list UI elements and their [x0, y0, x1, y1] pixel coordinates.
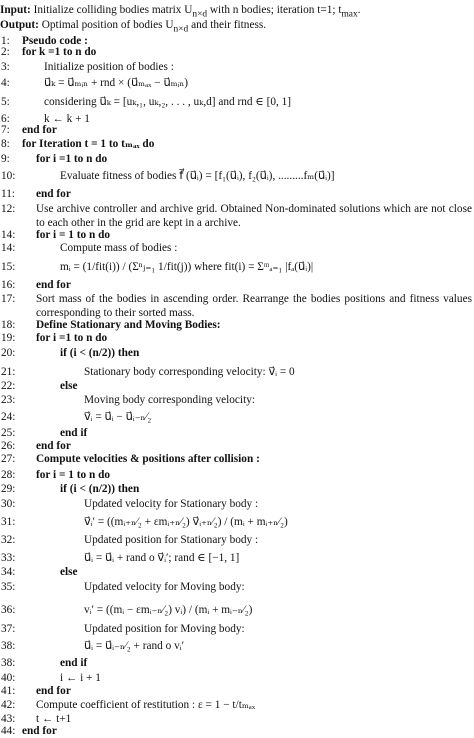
line-number: 26: — [1, 440, 16, 452]
line-number: 25: — [1, 427, 16, 439]
line-text: u⃗ₖ = u⃗ₘᵢₙ + rnd × (u⃗ₘₐₓ − u⃗ₘᵢₙ) — [44, 77, 189, 89]
input-tmax-sub: max — [341, 9, 358, 20]
line-text: Pseudo code : — [22, 35, 88, 47]
line-text: k ← k + 1 — [44, 113, 90, 125]
line-number: 23: — [1, 394, 16, 406]
line-number: 1: — [1, 35, 10, 47]
line-number: 4: — [1, 77, 10, 89]
line-text: Moving body corresponding velocity: — [84, 394, 255, 406]
line-text: end for — [22, 124, 57, 136]
line-number: 18: — [1, 319, 16, 331]
input-end: . — [357, 4, 361, 16]
line-number: 11: — [1, 188, 16, 200]
line-text: Use archive controller and archive grid. Obtained Non-dominated solutions which are not close to each other in the grid are kept in a archive. — [36, 203, 472, 229]
line-number: 44: — [1, 725, 16, 737]
line-number: 14: — [1, 229, 16, 241]
line-number: 27: — [1, 453, 16, 465]
line-number: 24: — [1, 411, 16, 423]
line-number: 15: — [1, 261, 16, 273]
input-label: Input: — [0, 4, 31, 16]
line-number: 40: — [1, 672, 16, 684]
output-label: Output: — [0, 19, 39, 31]
line-number: 38: — [1, 657, 16, 669]
line-text: for i = 1 to n do — [36, 469, 111, 481]
line-text: Compute mass of bodies : — [60, 242, 178, 254]
line-number: 35: — [1, 581, 16, 593]
line-number: 5: — [1, 96, 10, 108]
line-number: 34: — [1, 566, 16, 578]
line-text: v⃗ᵢ′ = ((mᵢ₊ₙ⁄₂ + εmᵢ₊ₙ⁄₂) v⃗ᵢ₊ₙ⁄₂) / (mᵢ + mᵢ₊ₙ⁄₂) — [84, 516, 288, 528]
line-text: end for — [36, 685, 71, 697]
line-number: 43: — [1, 713, 16, 725]
line-text: Stationary body corresponding velocity: v⃗ᵢ = 0 — [84, 366, 295, 378]
line-text: mᵢ = (1/fit(i)) / (Σⁿⱼ₌₁ 1/fit(j)) where fit(i) = Σᵐₐ₌₁ |fₐ(u⃗ᵢ)| — [60, 261, 314, 273]
line-text: Evaluate fitness of bodies f⃗ (u⃗ᵢ) = [f₁(u⃗ᵢ), f₂(u⃗ᵢ), .........fₘ(u⃗ᵢ)] — [60, 170, 335, 182]
line-text: i ← i + 1 — [60, 672, 101, 684]
line-text: else — [60, 566, 78, 578]
line-text: considering u⃗ₖ = [uₖ,₁, uₖ,₂, . . . , uₖ,d] and rnd ∈ [0, 1] — [44, 96, 292, 108]
line-text: Updated velocity for Moving body: — [84, 581, 245, 593]
line-text: end if — [60, 427, 88, 439]
line-text: end for — [36, 188, 71, 200]
line-text: for Iteration t = 1 to tₘₐₓ do — [22, 138, 155, 150]
output-text: Optimal position of bodies U — [41, 19, 174, 31]
line-text: if (i < (n/2)) then — [60, 347, 140, 359]
line-text: end for — [36, 279, 71, 291]
line-number: 22: — [1, 380, 16, 392]
line-text: t ← t+1 — [36, 713, 72, 725]
line-text: for i =1 to n do — [36, 153, 108, 165]
line-number: 38: — [1, 640, 16, 652]
line-number: 20: — [1, 347, 16, 359]
line-text: Compute velocities & positions after collision : — [36, 453, 260, 465]
line-number: 2: — [1, 46, 10, 58]
line-text: Compute coefficient of restitution : ε = 1 − t/tₘₐₓ — [36, 699, 256, 711]
line-text: v⃗ᵢ = u⃗ᵢ − u⃗ᵢ₋ₙ⁄₂ — [84, 411, 152, 423]
line-number: 6: — [1, 113, 10, 125]
line-number: 41: — [1, 685, 16, 697]
line-text: Updated position for Moving body: — [84, 623, 245, 635]
line-number: 42: — [1, 699, 16, 711]
line-text: u⃗ᵢ = u⃗ᵢ + rand o v⃗ᵢ′; rand ∈ [−1, 1] — [84, 552, 240, 564]
line-number: 14: — [1, 242, 16, 254]
line-text: Updated position for Stationary body : — [84, 534, 259, 546]
line-number: 36: — [1, 604, 16, 616]
line-number: 21: — [1, 366, 16, 378]
line-text: Initialize position of bodies : — [44, 61, 174, 73]
line-text: if (i < (n/2)) then — [60, 483, 140, 495]
line-number: 16: — [1, 279, 16, 291]
line-number: 10: — [1, 170, 16, 182]
line-text: Define Stationary and Moving Bodies: — [36, 319, 221, 331]
line-number: 33: — [1, 552, 16, 564]
line-text: end for — [22, 725, 57, 737]
output-sub: n×d — [173, 24, 189, 35]
line-number: 30: — [1, 498, 16, 510]
input-text: Initialize colliding bodies matrix U — [33, 4, 193, 16]
line-text: for i = 1 to n do — [36, 229, 111, 241]
line-text: vᵢ′ = ((mᵢ − εmᵢ₋ₙ⁄₂) vᵢ) / (mᵢ + mᵢ₋ₙ⁄₂) — [84, 604, 253, 616]
line-number: 17: — [1, 293, 16, 305]
output-end: and their fitness. — [188, 19, 267, 31]
line-number: 28: — [1, 469, 16, 481]
line-text: Sort mass of the bodies in ascending order. Rearrange the bodies positions and fitness values corresponding to their sorted mass. — [36, 293, 472, 319]
line-number: 31: — [1, 516, 16, 528]
line-number: 3: — [1, 61, 10, 73]
line-text: end if — [60, 657, 88, 669]
line-text: u⃗ᵢ = u⃗ᵢ₋ₙ⁄₂ + rand o vᵢ′ — [84, 640, 185, 652]
line-number: 37: — [1, 623, 16, 635]
input-rest: with n bodies; iteration t=1; t — [207, 4, 342, 16]
line-text: else — [60, 380, 78, 392]
line-number: 19: — [1, 332, 16, 344]
input-sub: n×d — [192, 9, 208, 20]
line-number: 12: — [1, 203, 16, 215]
line-number: 9: — [1, 153, 10, 165]
line-number: 8: — [1, 138, 10, 150]
line-number: 29: — [1, 483, 16, 495]
line-text: end for — [36, 440, 71, 452]
line-text: Updated velocity for Stationary body : — [84, 498, 259, 510]
line-number: 32: — [1, 534, 16, 546]
line-text: for k =1 to n do — [22, 46, 97, 58]
line-text: for i =1 to n do — [36, 332, 108, 344]
line-number: 7: — [1, 124, 10, 136]
